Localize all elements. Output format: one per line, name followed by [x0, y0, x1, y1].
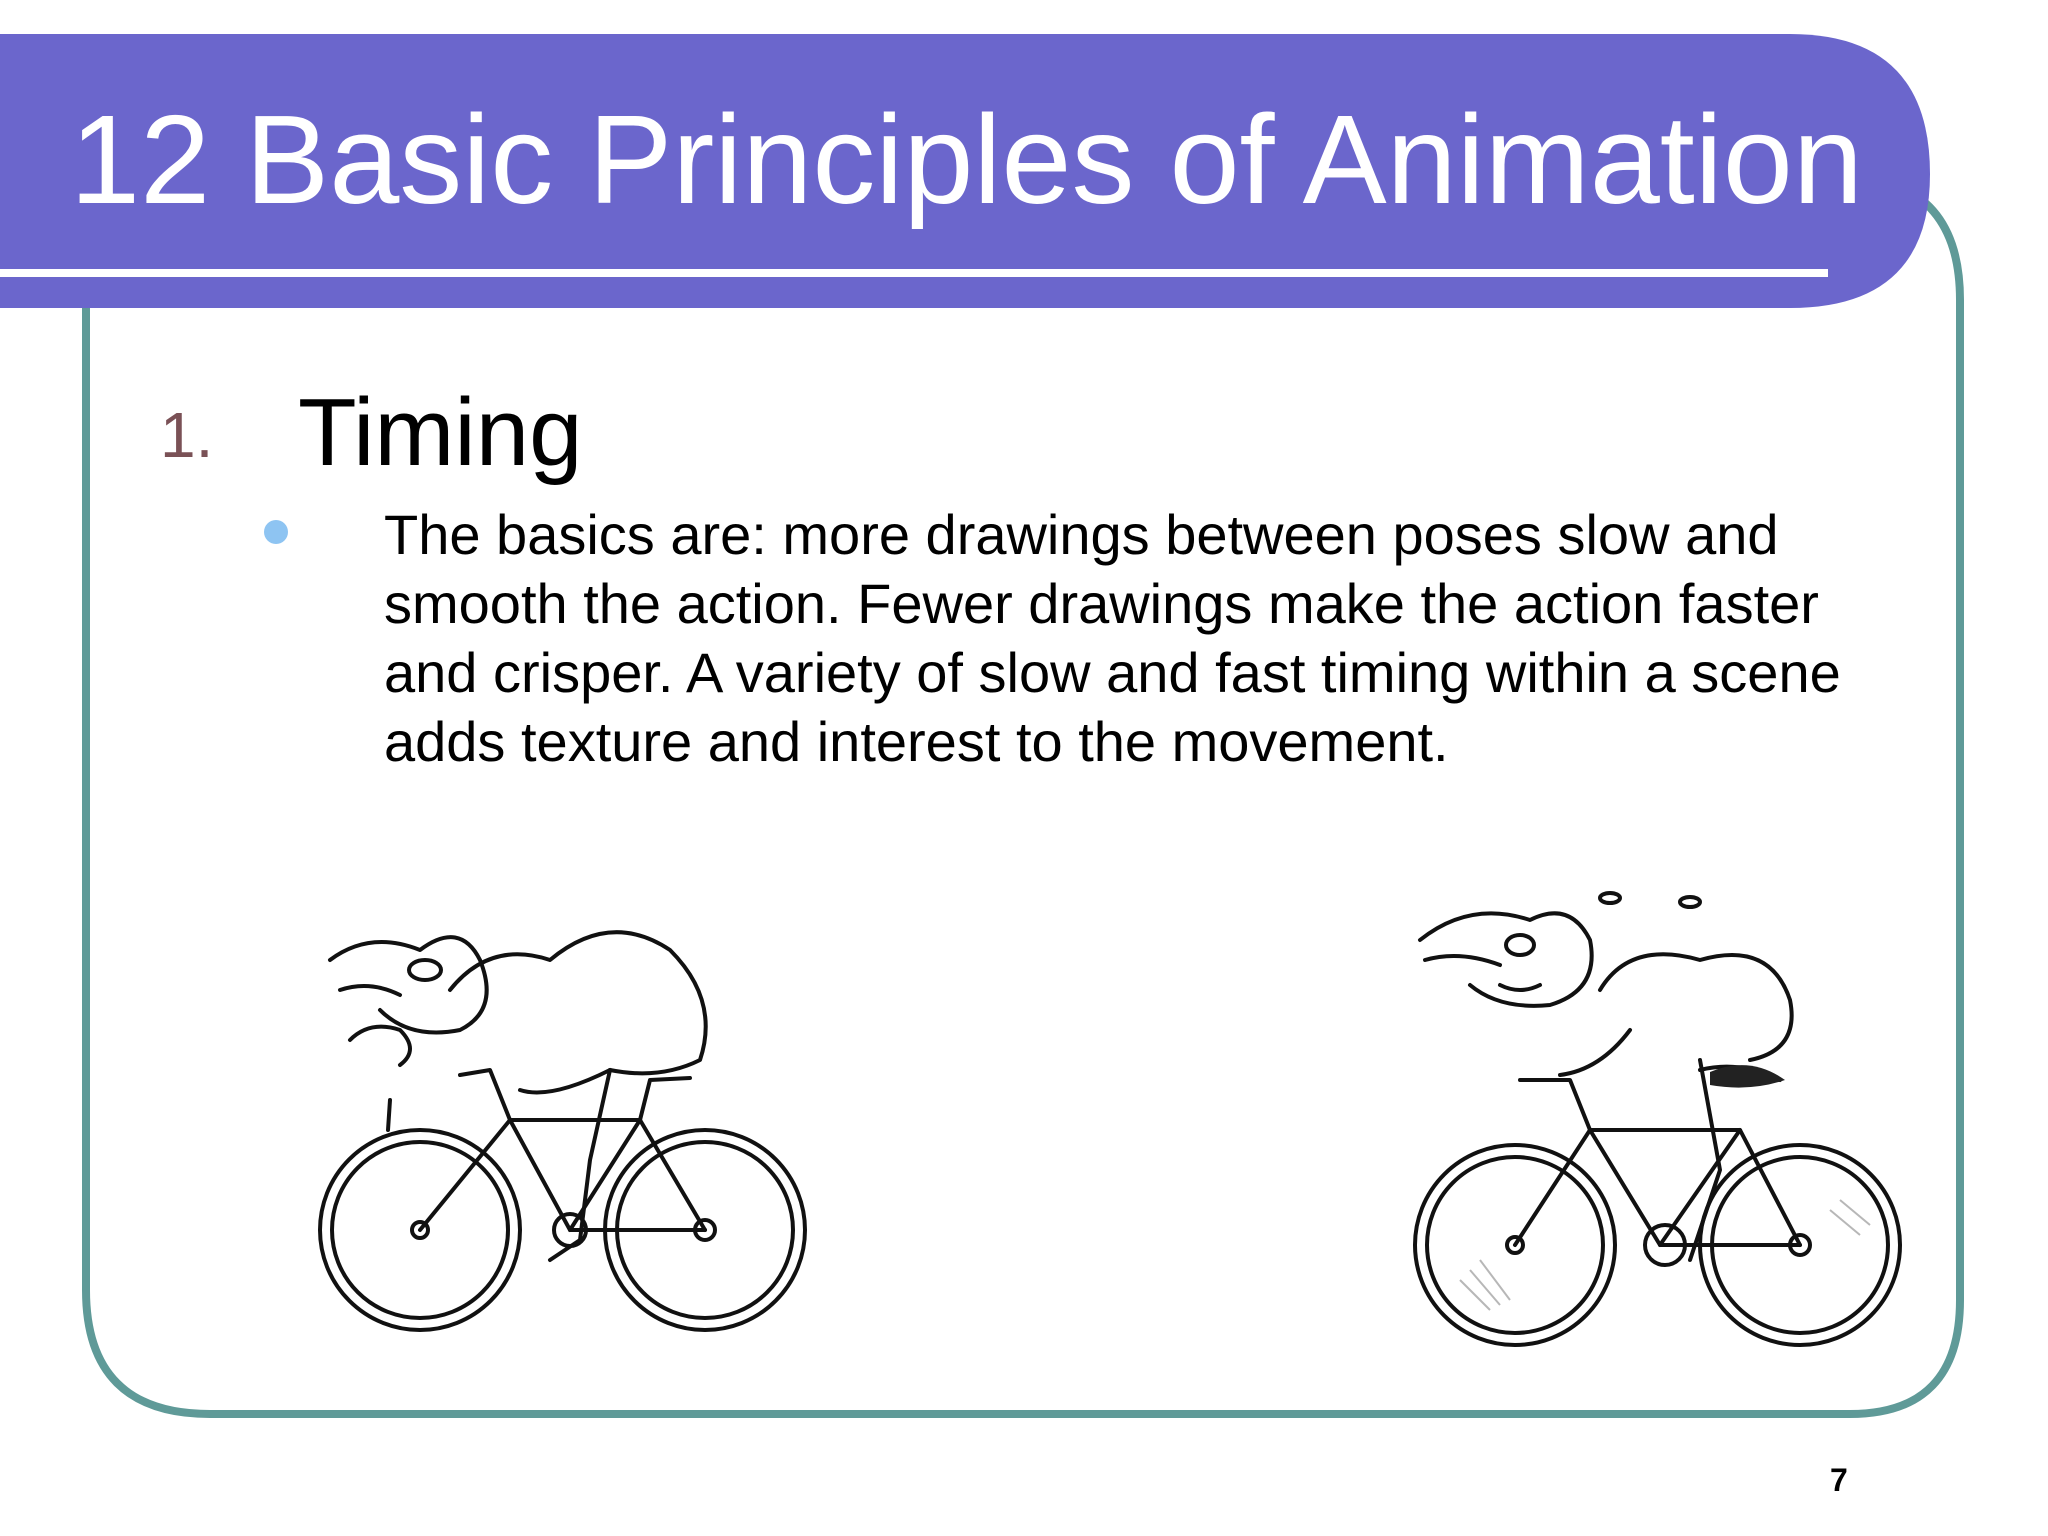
tired-cyclist-icon [310, 900, 830, 1380]
page-number: 7 [1830, 1462, 1848, 1498]
list-number: 1. [160, 399, 214, 471]
title-underline [0, 269, 1828, 277]
slide-title: 12 Basic Principles of Animation [70, 89, 1863, 230]
bullet-text: The basics are: more drawings between poses slow and smooth the action. Fewer drawings make the action faster and crisper. A variety of slow and fast timing within a scene adds texture and interest to the movement. [384, 503, 1841, 773]
list-heading: Timing [298, 379, 583, 486]
bullet-icon [264, 520, 288, 544]
happy-cyclist-icon [1400, 880, 1920, 1380]
